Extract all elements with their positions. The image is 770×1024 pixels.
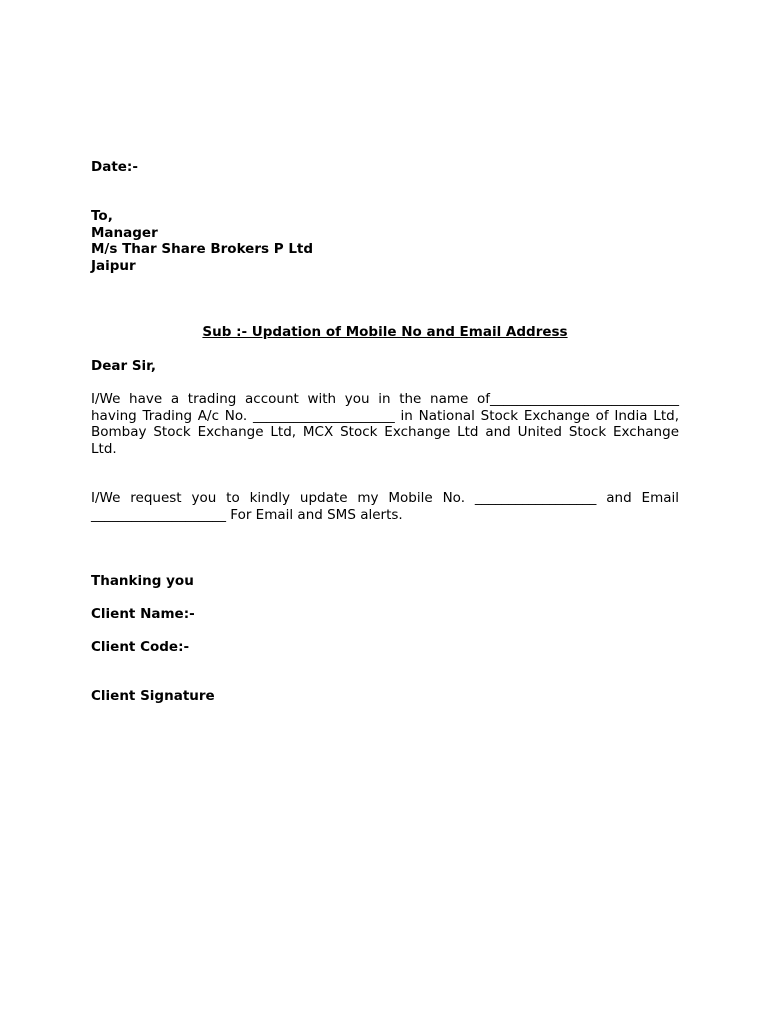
paragraph-update-request: [91, 490, 679, 523]
recipient-to: To,: [91, 208, 113, 224]
paragraph1-line3: Bombay Stock Exchange Ltd, MCX Stock Exchange Ltd and United Stock Exchange: [91, 424, 679, 440]
paragraph1-line1: I/We have a trading account with you in the name of____________________________: [91, 391, 679, 407]
client-code-label: Client Code:-: [91, 639, 190, 655]
paragraph1-line4: Ltd.: [91, 440, 117, 457]
paragraph-account-details: [91, 391, 679, 457]
paragraph1-line2: having Trading A/c No. _____________________ in National Stock Exchange of India Ltd,: [91, 407, 679, 424]
paragraph2-line1: I/We request you to kindly update my Mobile No. __________________ and Email: [91, 490, 679, 506]
recipient-designation: Manager: [91, 225, 158, 241]
closing-line: Thanking you: [91, 573, 194, 589]
paragraph2-line2: ____________________ For Email and SMS alerts.: [91, 506, 403, 523]
salutation: Dear Sir,: [91, 358, 156, 374]
client-name-label: Client Name:-: [91, 606, 195, 622]
recipient-city: Jaipur: [91, 258, 136, 274]
subject-line: Sub :- Updation of Mobile No and Email Address: [202, 324, 568, 340]
client-signature-label: Client Signature: [91, 688, 215, 704]
recipient-company: M/s Thar Share Brokers P Ltd: [91, 241, 314, 257]
date-label: Date:-: [91, 159, 138, 175]
